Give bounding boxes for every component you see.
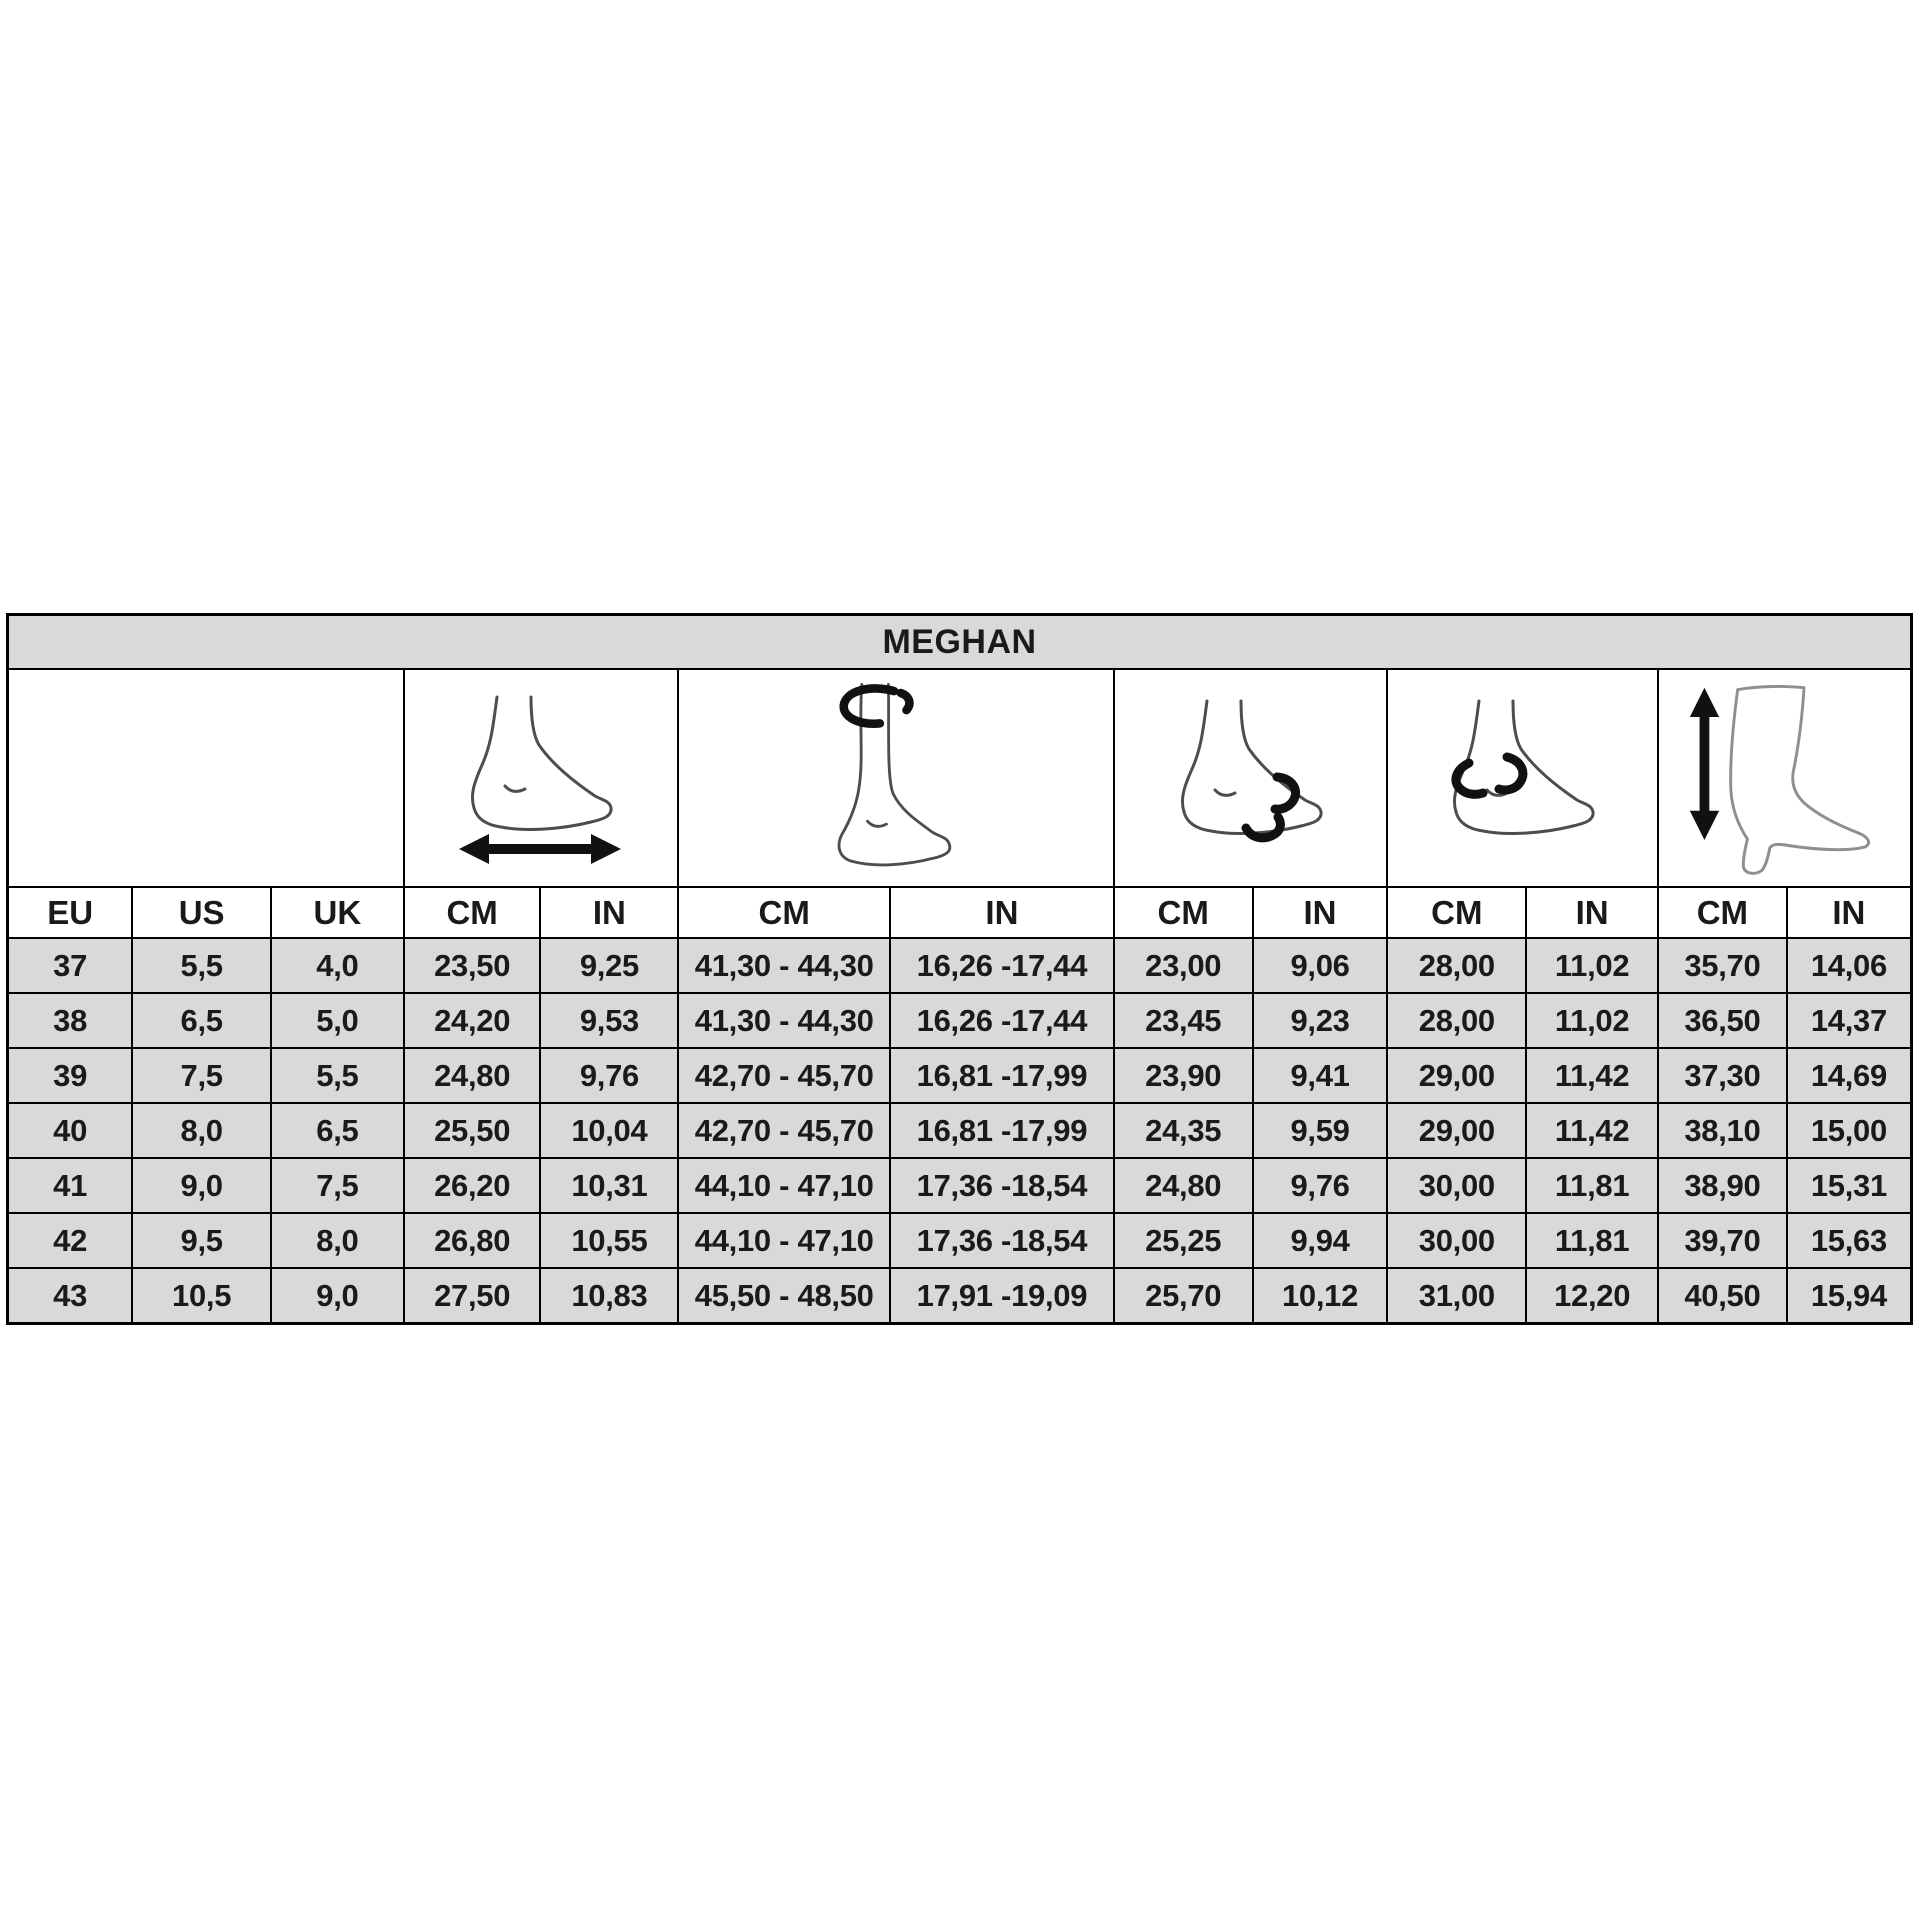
calf-circumference-icon-cell — [678, 669, 1113, 887]
cell-calf_cm: 42,70 - 45,70 — [678, 1103, 890, 1158]
foot-length-icon — [441, 689, 641, 867]
cell-calf_cm: 41,30 - 44,30 — [678, 938, 890, 993]
cell-instep_in: 9,06 — [1253, 938, 1388, 993]
cell-shaft_in: 15,31 — [1787, 1158, 1912, 1213]
cell-uk: 8,0 — [271, 1213, 404, 1268]
cell-length_cm: 23,50 — [404, 938, 541, 993]
cell-instep_cm: 25,25 — [1114, 1213, 1253, 1268]
ankle-circumference-icon-cell — [1387, 669, 1658, 887]
cell-instep_cm: 25,70 — [1114, 1268, 1253, 1324]
column-header-uk: UK — [271, 887, 404, 938]
cell-instep_cm: 24,35 — [1114, 1103, 1253, 1158]
cell-length_cm: 25,50 — [404, 1103, 541, 1158]
table-row — [8, 938, 1912, 993]
cell-calf_cm: 45,50 - 48,50 — [678, 1268, 890, 1324]
cell-length_in: 10,31 — [540, 1158, 678, 1213]
column-header-shaft-in: IN — [1787, 887, 1912, 938]
cell-instep_in: 9,59 — [1253, 1103, 1388, 1158]
cell-eu: 40 — [8, 1103, 133, 1158]
boot-shaft-height-icon — [1677, 676, 1892, 881]
cell-ankle_in: 11,81 — [1526, 1213, 1658, 1268]
cell-instep_in: 9,76 — [1253, 1158, 1388, 1213]
cell-instep_cm: 23,00 — [1114, 938, 1253, 993]
cell-ankle_cm: 28,00 — [1387, 993, 1526, 1048]
cell-calf_in: 16,81 -17,99 — [890, 1103, 1114, 1158]
cell-us: 7,5 — [132, 1048, 271, 1103]
cell-length_in: 10,83 — [540, 1268, 678, 1324]
cell-instep_in: 9,41 — [1253, 1048, 1388, 1103]
cell-uk: 7,5 — [271, 1158, 404, 1213]
cell-eu: 42 — [8, 1213, 133, 1268]
cell-calf_cm: 41,30 - 44,30 — [678, 993, 890, 1048]
table-row — [8, 1213, 1912, 1268]
icon-row — [8, 669, 1912, 887]
cell-shaft_cm: 37,30 — [1658, 1048, 1787, 1103]
cell-ankle_in: 12,20 — [1526, 1268, 1658, 1324]
cell-shaft_cm: 36,50 — [1658, 993, 1787, 1048]
cell-us: 5,5 — [132, 938, 271, 993]
cell-shaft_in: 15,00 — [1787, 1103, 1912, 1158]
column-header-calf-in: IN — [890, 887, 1114, 938]
column-header-ankle-in: IN — [1526, 887, 1658, 938]
cell-shaft_in: 15,63 — [1787, 1213, 1912, 1268]
cell-uk: 5,5 — [271, 1048, 404, 1103]
cell-length_cm: 26,20 — [404, 1158, 541, 1213]
column-header-eu: EU — [8, 887, 133, 938]
cell-length_in: 9,53 — [540, 993, 678, 1048]
cell-ankle_cm: 30,00 — [1387, 1213, 1526, 1268]
cell-shaft_in: 14,37 — [1787, 993, 1912, 1048]
cell-calf_cm: 44,10 - 47,10 — [678, 1213, 890, 1268]
cell-shaft_in: 15,94 — [1787, 1268, 1912, 1324]
cell-length_in: 10,55 — [540, 1213, 678, 1268]
cell-eu: 38 — [8, 993, 133, 1048]
cell-calf_in: 16,81 -17,99 — [890, 1048, 1114, 1103]
cell-us: 8,0 — [132, 1103, 271, 1158]
cell-instep_cm: 24,80 — [1114, 1158, 1253, 1213]
cell-ankle_cm: 29,00 — [1387, 1048, 1526, 1103]
cell-ankle_cm: 30,00 — [1387, 1158, 1526, 1213]
cell-shaft_in: 14,69 — [1787, 1048, 1912, 1103]
cell-eu: 37 — [8, 938, 133, 993]
cell-instep_cm: 23,45 — [1114, 993, 1253, 1048]
table-body — [8, 938, 1912, 1324]
cell-shaft_cm: 40,50 — [1658, 1268, 1787, 1324]
cell-shaft_cm: 35,70 — [1658, 938, 1787, 993]
cell-shaft_cm: 39,70 — [1658, 1213, 1787, 1268]
boot-shaft-height-icon-cell — [1658, 669, 1912, 887]
cell-uk: 4,0 — [271, 938, 404, 993]
instep-circumference-icon — [1151, 693, 1351, 863]
cell-length_cm: 26,80 — [404, 1213, 541, 1268]
cell-ankle_cm: 29,00 — [1387, 1103, 1526, 1158]
cell-us: 9,0 — [132, 1158, 271, 1213]
column-header-calf-cm: CM — [678, 887, 890, 938]
table-row — [8, 1158, 1912, 1213]
cell-eu: 39 — [8, 1048, 133, 1103]
cell-ankle_in: 11,42 — [1526, 1103, 1658, 1158]
cell-length_cm: 24,20 — [404, 993, 541, 1048]
column-header-shaft-cm: CM — [1658, 887, 1787, 938]
cell-calf_in: 16,26 -17,44 — [890, 993, 1114, 1048]
cell-calf_cm: 42,70 - 45,70 — [678, 1048, 890, 1103]
calf-circumference-icon — [801, 676, 991, 881]
table-row — [8, 1048, 1912, 1103]
cell-calf_in: 16,26 -17,44 — [890, 938, 1114, 993]
cell-instep_in: 9,94 — [1253, 1213, 1388, 1268]
instep-circumference-icon-cell — [1114, 669, 1388, 887]
cell-calf_in: 17,36 -18,54 — [890, 1213, 1114, 1268]
cell-us: 6,5 — [132, 993, 271, 1048]
cell-ankle_cm: 31,00 — [1387, 1268, 1526, 1324]
cell-uk: 9,0 — [271, 1268, 404, 1324]
cell-instep_in: 10,12 — [1253, 1268, 1388, 1324]
cell-instep_in: 9,23 — [1253, 993, 1388, 1048]
cell-ankle_in: 11,81 — [1526, 1158, 1658, 1213]
cell-eu: 43 — [8, 1268, 133, 1324]
cell-ankle_in: 11,02 — [1526, 993, 1658, 1048]
cell-instep_cm: 23,90 — [1114, 1048, 1253, 1103]
cell-ankle_cm: 28,00 — [1387, 938, 1526, 993]
column-header-length-in: IN — [540, 887, 678, 938]
cell-calf_cm: 44,10 - 47,10 — [678, 1158, 890, 1213]
table-row — [8, 1268, 1912, 1324]
chart-title: MEGHAN — [8, 615, 1912, 670]
header-row — [8, 887, 1912, 938]
cell-shaft_cm: 38,90 — [1658, 1158, 1787, 1213]
cell-ankle_in: 11,02 — [1526, 938, 1658, 993]
column-header-instep-in: IN — [1253, 887, 1388, 938]
column-header-instep-cm: CM — [1114, 887, 1253, 938]
cell-length_cm: 24,80 — [404, 1048, 541, 1103]
ankle-circumference-icon — [1423, 693, 1623, 863]
column-header-us: US — [132, 887, 271, 938]
cell-shaft_cm: 38,10 — [1658, 1103, 1787, 1158]
cell-length_in: 9,76 — [540, 1048, 678, 1103]
size-chart-table — [6, 613, 1913, 1325]
cell-length_in: 10,04 — [540, 1103, 678, 1158]
cell-us: 10,5 — [132, 1268, 271, 1324]
cell-calf_in: 17,36 -18,54 — [890, 1158, 1114, 1213]
table-row — [8, 993, 1912, 1048]
table-row — [8, 1103, 1912, 1158]
cell-uk: 6,5 — [271, 1103, 404, 1158]
cell-ankle_in: 11,42 — [1526, 1048, 1658, 1103]
cell-length_cm: 27,50 — [404, 1268, 541, 1324]
blank-cell — [8, 669, 404, 887]
column-header-length-cm: CM — [404, 887, 541, 938]
cell-calf_in: 17,91 -19,09 — [890, 1268, 1114, 1324]
cell-shaft_in: 14,06 — [1787, 938, 1912, 993]
foot-length-icon-cell — [404, 669, 679, 887]
cell-uk: 5,0 — [271, 993, 404, 1048]
cell-us: 9,5 — [132, 1213, 271, 1268]
title-row — [8, 615, 1912, 670]
cell-eu: 41 — [8, 1158, 133, 1213]
cell-length_in: 9,25 — [540, 938, 678, 993]
column-header-ankle-cm: CM — [1387, 887, 1526, 938]
